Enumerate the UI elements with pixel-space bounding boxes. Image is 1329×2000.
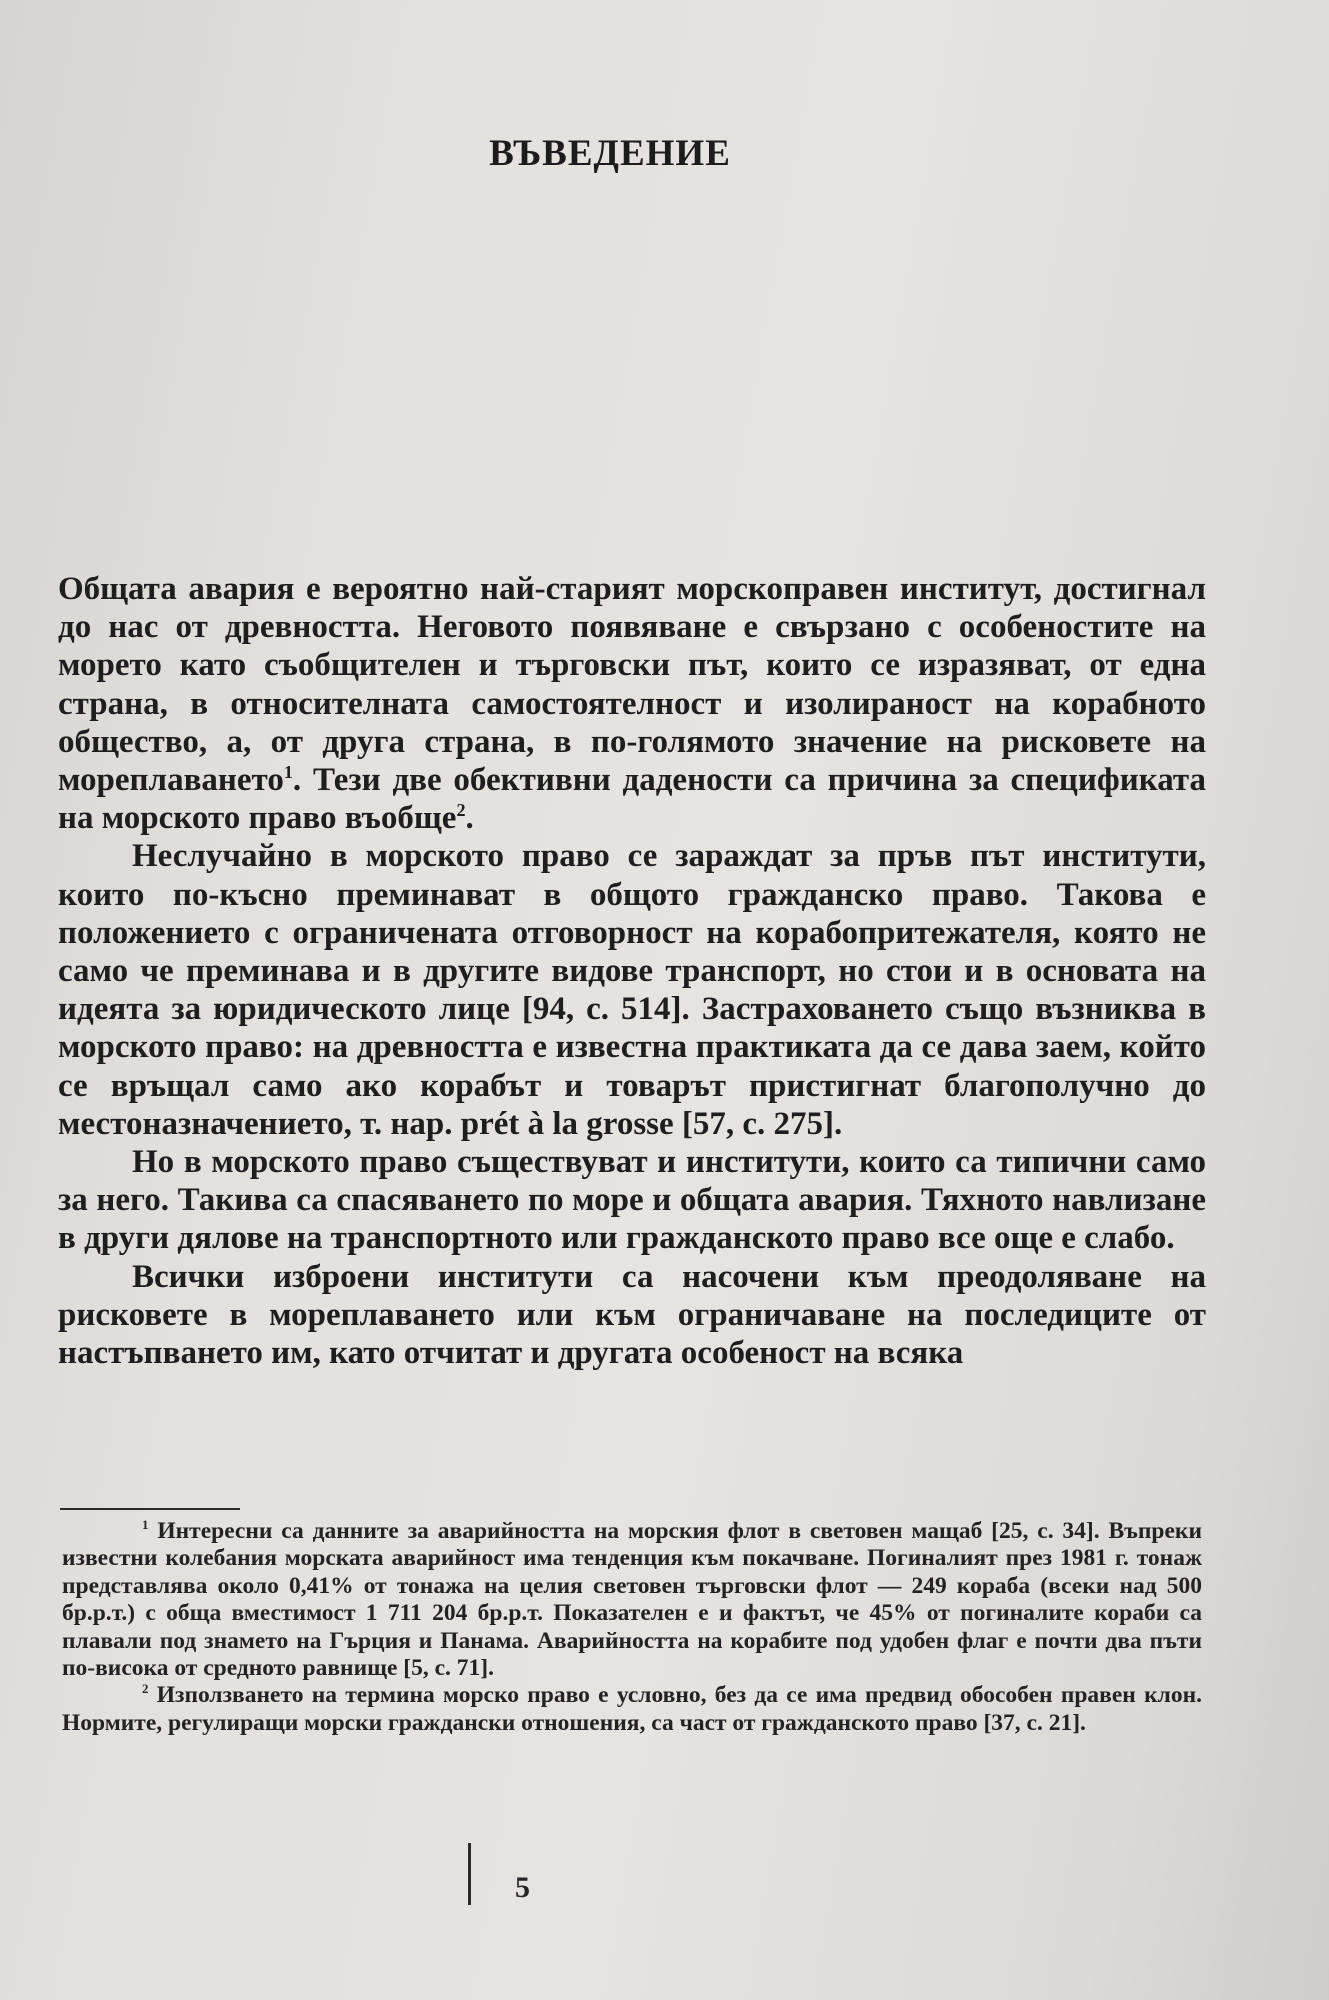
paragraph-1: [58, 570, 1206, 837]
footnote-ref-1: 1: [283, 762, 293, 783]
footnote-2: [62, 1682, 1202, 1737]
paragraph-4: Всички изброени институти са насочени към преодоляване на рисковете в мореплаването или към ограничаване на последиците от настъпването им, като отчитат и другата особеност на всяка: [58, 1258, 1206, 1372]
footnote-1: [62, 1518, 1202, 1682]
paragraph-1-middle: . Тези две обективни дадености са причина за спецификата на морското право въобще: [58, 762, 1206, 837]
footnote-2-text: Използването на термина морско право е условно, без да се има предвид обособен правен клон. Нормите, регулиращи морски граждански отношения, са част от гражданското право [37, с. 21].: [62, 1682, 1202, 1736]
paragraph-1-end: .: [465, 800, 474, 837]
paragraph-2: Неслучайно в морското право се зараждат за пръв път институти, които по-късно преминават в общото гражданско право. Такова е положението с ограничената отговорност на корабопритежателя, която не само че преминава и в другите видове транспорт, но стои и в основата на идеята за юридическото лице [94, с. 514]. Застраховането също възниква в морското право: на древността е известна практиката да се дава заем, който се връщал само ако корабът и товарът пристигнат благополучно до местоназначението, т. нар. prét à la grosse [57, с. 275].: [58, 838, 1206, 1142]
footnote-1-marker: 1: [142, 1517, 149, 1533]
footnote-ref-2: 2: [456, 800, 466, 821]
footnote-separator: [60, 1508, 240, 1510]
footnote-2-marker: 2: [142, 1681, 149, 1697]
footnotes: [62, 1518, 1202, 1737]
paragraph-3: Но в морското право съществуват и институти, които са типични само за него. Такива са спасяването по море и общата авария. Тяхното навлизане в други дялове на транспортното или гражданското право все още е слабо.: [58, 1144, 1206, 1257]
main-text: [58, 570, 1206, 1372]
footnote-1-text: Интересни са данните за аварийността на морския флот в световен мащаб [25, с. 34]. Въпреки известни колебания морската аварийност има тенденция към покачване. Погиналият през 1981 г. тонаж представлява около 0,41% от тонажа на целия световен търговски флот — 249 кораба (всеки над 500 бр.р.т.) с обща вместимост 1 711 204 бр.р.т. Показателен е и фактът, че 45% от погиналите кораби са плавали под знамето на Гърция и Панама. Аварийността на корабите под удобен флаг е почти два пъти по-висока от средното равнище [5, с. 71].: [62, 1518, 1203, 1682]
page-number: 5: [515, 1871, 530, 1904]
paragraph-1-text: Общата авария е вероятно най-старият морскоправен институт, достигнал до нас от древността. Неговото появяване е свързано с особеностите на морето като съобщителен и търговски път, които се изразяват, от една страна, в относителната самостоятелност и изолираност на корабното общество, а, от друга страна, в по-голямото значение на рисковете на мореплаването: [58, 571, 1206, 799]
chapter-heading: ВЪВЕДЕНИЕ: [489, 133, 731, 174]
page-number-rule: [468, 1843, 471, 1905]
